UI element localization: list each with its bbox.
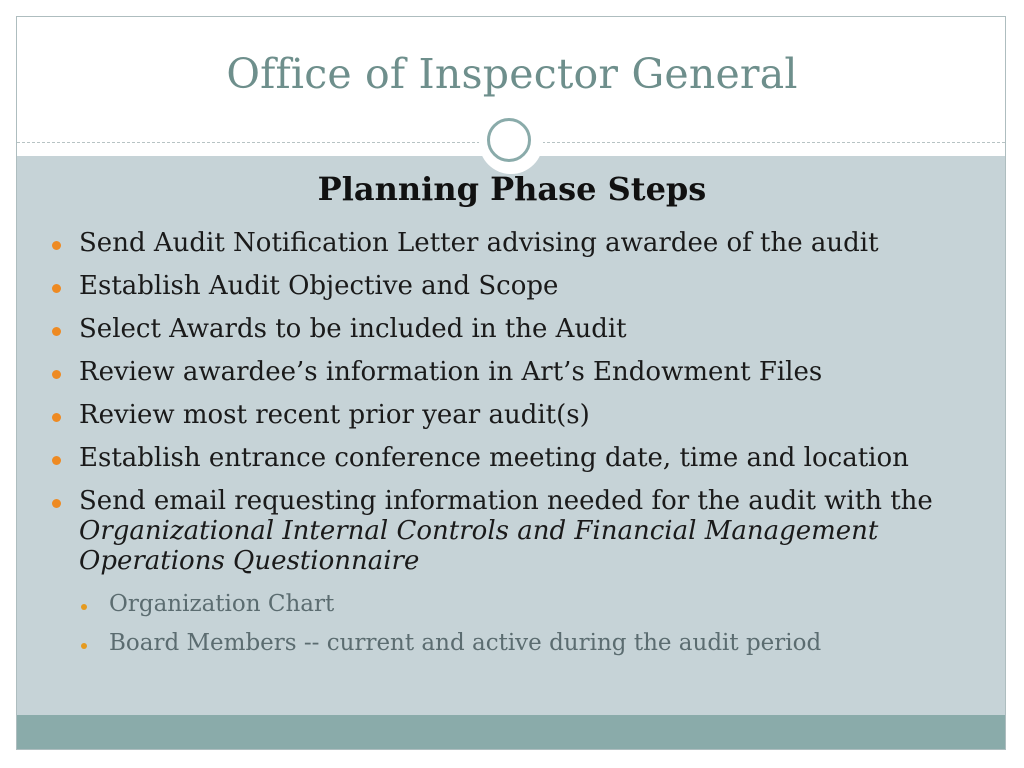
list-item [52,271,982,301]
bullet-icon [52,456,61,465]
list-item [52,228,982,258]
bullet-list [52,228,982,589]
list-item-text: Send email requesting information needed for the audit with the [79,486,933,516]
list-item [52,443,982,473]
bullet-icon [52,327,61,336]
questionnaire-title: Organizational Internal Controls and Financial Management Operations Questionnaire [79,516,879,576]
sub-bullet-list [80,590,980,668]
list-item [52,357,982,387]
sub-bullet-icon [81,604,87,610]
list-item [52,400,982,430]
sub-list-item [80,629,980,657]
slide-title: Office of Inspector General [226,50,798,98]
sub-list-item [80,590,980,618]
list-item-text: Establish Audit Objective and Scope [79,271,559,301]
slide-subtitle: Planning Phase Steps [317,170,707,208]
list-item-text: Select Awards to be included in the Audit [79,314,627,344]
sub-list-item-text: Organization Chart [109,591,335,617]
list-item-text: Review awardee’s information in Art’s Endowment Files [79,357,823,387]
list-item [52,314,982,344]
list-item-text: Send Audit Notification Letter advising awardee of the audit [79,228,879,258]
bullet-icon [52,413,61,422]
bullet-icon [52,241,61,250]
list-item-text: Establish entrance conference meeting date, time and location [79,443,909,473]
sub-bullet-icon [81,643,87,649]
ring-icon [487,118,531,162]
list-item-text: Review most recent prior year audit(s) [79,400,590,430]
bullet-icon [52,370,61,379]
bullet-icon [52,499,61,508]
footer-band [17,715,1005,749]
list-item [52,486,982,576]
sub-list-item-text: Board Members -- current and active during the audit period [109,630,822,656]
bullet-icon [52,284,61,293]
